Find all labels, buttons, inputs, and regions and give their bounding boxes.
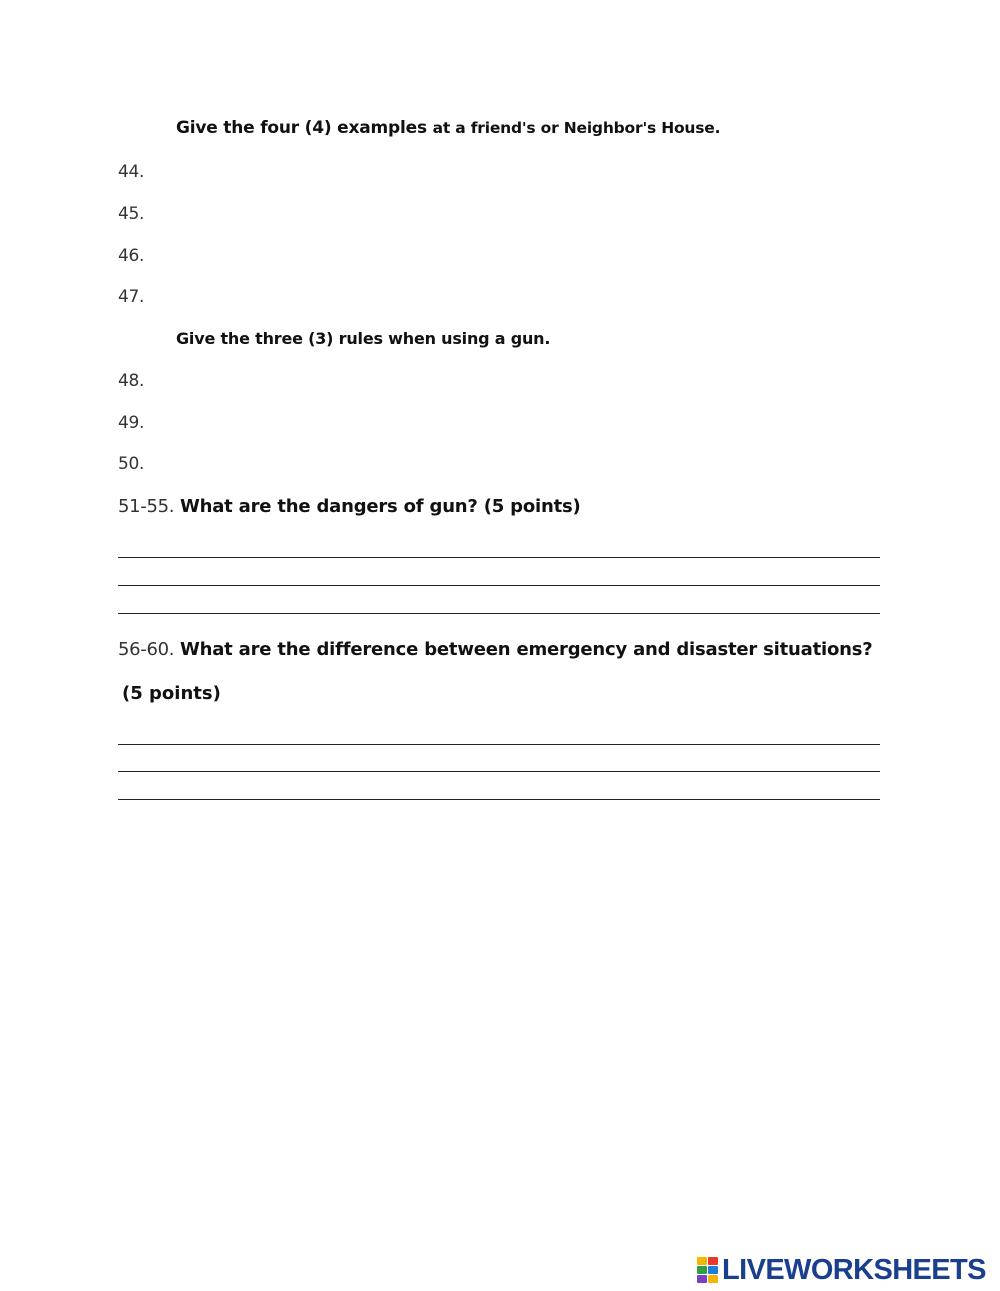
item-number-46: 46. <box>118 246 145 266</box>
instruction-three-rules: Give the three (3) rules when using a gun. <box>176 329 551 348</box>
instruction-small-text: at a friend's or Neighbor's House. <box>432 119 721 137</box>
item-number-50: 50. <box>118 454 145 474</box>
answer-line[interactable] <box>118 744 880 745</box>
item-number-45: 45. <box>118 204 145 224</box>
answer-line[interactable] <box>118 771 880 772</box>
brand-name: LIVEWORKSHEETS <box>722 1253 986 1286</box>
answer-line[interactable] <box>118 613 880 614</box>
question-number: 56-60. <box>118 639 175 660</box>
instruction-bold-text: Give the four (4) examples <box>176 118 427 138</box>
question-text: What are the dangers of gun? (5 points) <box>179 496 581 517</box>
liveworksheets-logo-icon <box>697 1257 718 1283</box>
item-number-44: 44. <box>118 162 145 182</box>
question-emergency-vs-disaster <box>118 639 873 660</box>
answer-line[interactable] <box>118 799 880 800</box>
item-number-49: 49. <box>118 413 145 433</box>
instruction-four-examples <box>176 118 720 138</box>
answer-line[interactable] <box>118 585 880 586</box>
item-number-48: 48. <box>118 371 145 391</box>
question-points: (5 points) <box>122 683 221 704</box>
answer-line[interactable] <box>118 557 880 558</box>
liveworksheets-branding <box>697 1255 986 1285</box>
item-number-47: 47. <box>118 287 145 307</box>
question-dangers-of-gun <box>118 496 581 517</box>
question-number: 51-55. <box>118 496 175 517</box>
question-text: What are the difference between emergency and disaster situations? <box>179 639 873 660</box>
